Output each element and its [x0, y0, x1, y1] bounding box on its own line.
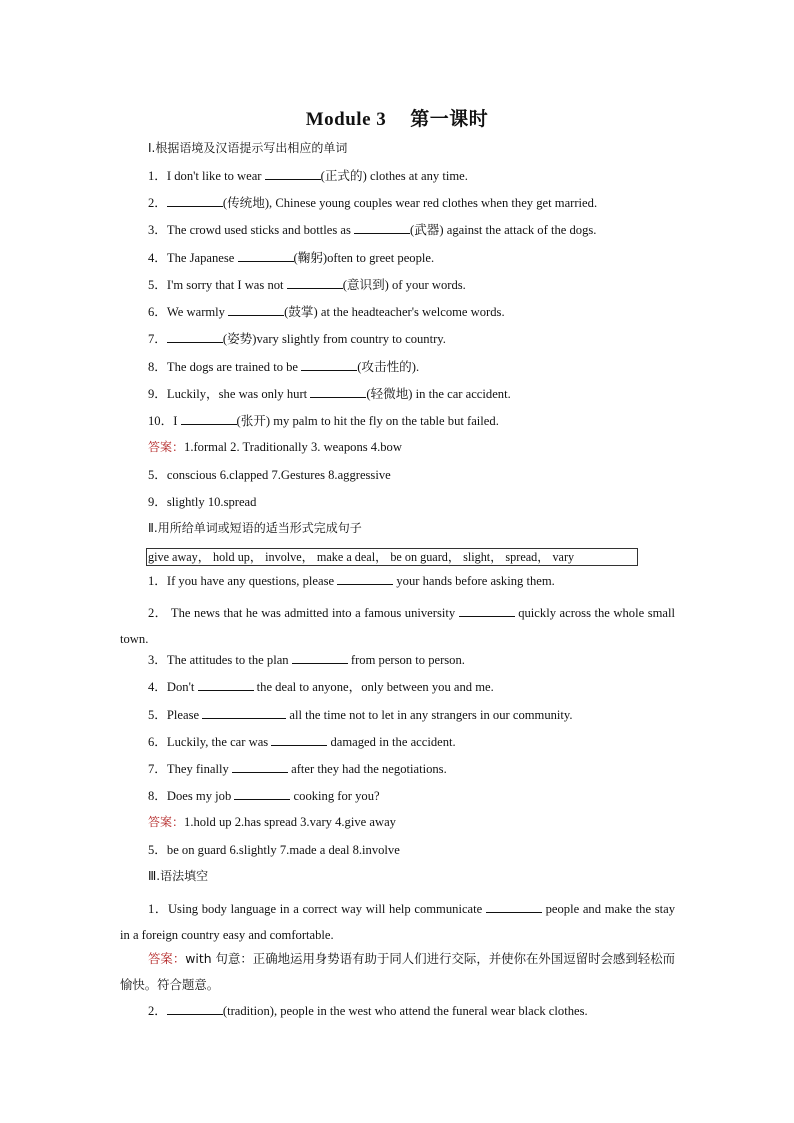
s1-question-3: 3．The crowd used sticks and bottles as (武器) against the attack of the dogs.	[148, 223, 597, 237]
s2-question-6: 6．Luckily, the car was damaged in the accident.	[148, 735, 456, 749]
s2-question-5: 5．Please all the time not to let in any strangers in our community.	[148, 708, 573, 722]
answer-label: 答案：	[148, 815, 185, 829]
s2-question-4: 4．Don't the deal to anyone，only between you and me.	[148, 680, 494, 694]
lesson-label: 第一课时	[410, 109, 489, 130]
s1-question-9: 9．Luckily，she was only hurt (轻微地) in the car accident.	[148, 387, 511, 401]
answer-label: 答案：	[148, 440, 185, 454]
s1-question-1: 1．I don't like to wear (正式的) clothes at any time.	[148, 169, 468, 183]
section-3-heading: Ⅲ.语法填空	[148, 869, 209, 883]
s2-question-8: 8．Does my job cooking for you?	[148, 789, 380, 803]
s2-answer-line-2: 5．be on guard 6.slightly 7.made a deal 8.involve	[148, 843, 400, 857]
word-bank-box: give away， hold up， involve， make a deal， be on guard， slight， spread， vary	[146, 548, 638, 566]
s2-answer-line-1: 答案：1.hold up 2.has spread 3.vary 4.give away	[148, 815, 396, 829]
s1-question-7: 7． (姿势)vary slightly from country to country.	[148, 332, 446, 346]
s1-question-2: 2． (传统地), Chinese young couples wear red clothes when they get married.	[148, 196, 598, 210]
s2-question-1: 1．If you have any questions, please your hands before asking them.	[148, 574, 555, 588]
answer-label: 答案：	[148, 951, 186, 966]
page-title	[0, 104, 794, 131]
s2-question-2: 2． The news that he was admitted into a famous university quickly across the whole small town.	[120, 606, 675, 646]
s1-answer-line-2: 5．conscious 6.clapped 7.Gestures 8.aggressive	[148, 468, 391, 482]
s1-question-6: 6．We warmly (鼓掌) at the headteacher's welcome words.	[148, 305, 505, 319]
s1-answer-line-3: 9．slightly 10.spread	[148, 495, 257, 509]
s2-question-7: 7．They finally after they had the negotiations.	[148, 762, 447, 776]
s1-question-4: 4．The Japanese (鞠躬)often to greet people.	[148, 251, 435, 265]
s1-question-8: 8．The dogs are trained to be (攻击性的).	[148, 360, 420, 374]
s2-question-3: 3．The attitudes to the plan from person to person.	[148, 653, 465, 667]
s3-question-2: 2． (tradition), people in the west who attend the funeral wear black clothes.	[148, 1004, 588, 1018]
s3-answer: 答案：with 句意：正确地运用身势语有助于同人们进行交际，并使你在外国逗留时会感到轻松而愉快。符合题意。	[120, 951, 675, 992]
section-2-heading: Ⅱ.用所给单词或短语的适当形式完成句子	[148, 521, 362, 535]
section-1-heading: Ⅰ.根据语境及汉语提示写出相应的单词	[148, 141, 348, 155]
s1-question-5: 5．I'm sorry that I was not (意识到) of your words.	[148, 278, 466, 292]
module-label: Module 3	[305, 109, 387, 130]
s1-question-10: 10．I (张开) my palm to hit the fly on the table but failed.	[148, 414, 499, 428]
s1-answer-line-1: 答案：1.formal 2. Traditionally 3. weapons 4.bow	[148, 440, 402, 454]
s3-question-1: 1．Using body language in a correct way will help communicate people and make the stay in a foreign country easy and comfortable.	[120, 902, 675, 942]
